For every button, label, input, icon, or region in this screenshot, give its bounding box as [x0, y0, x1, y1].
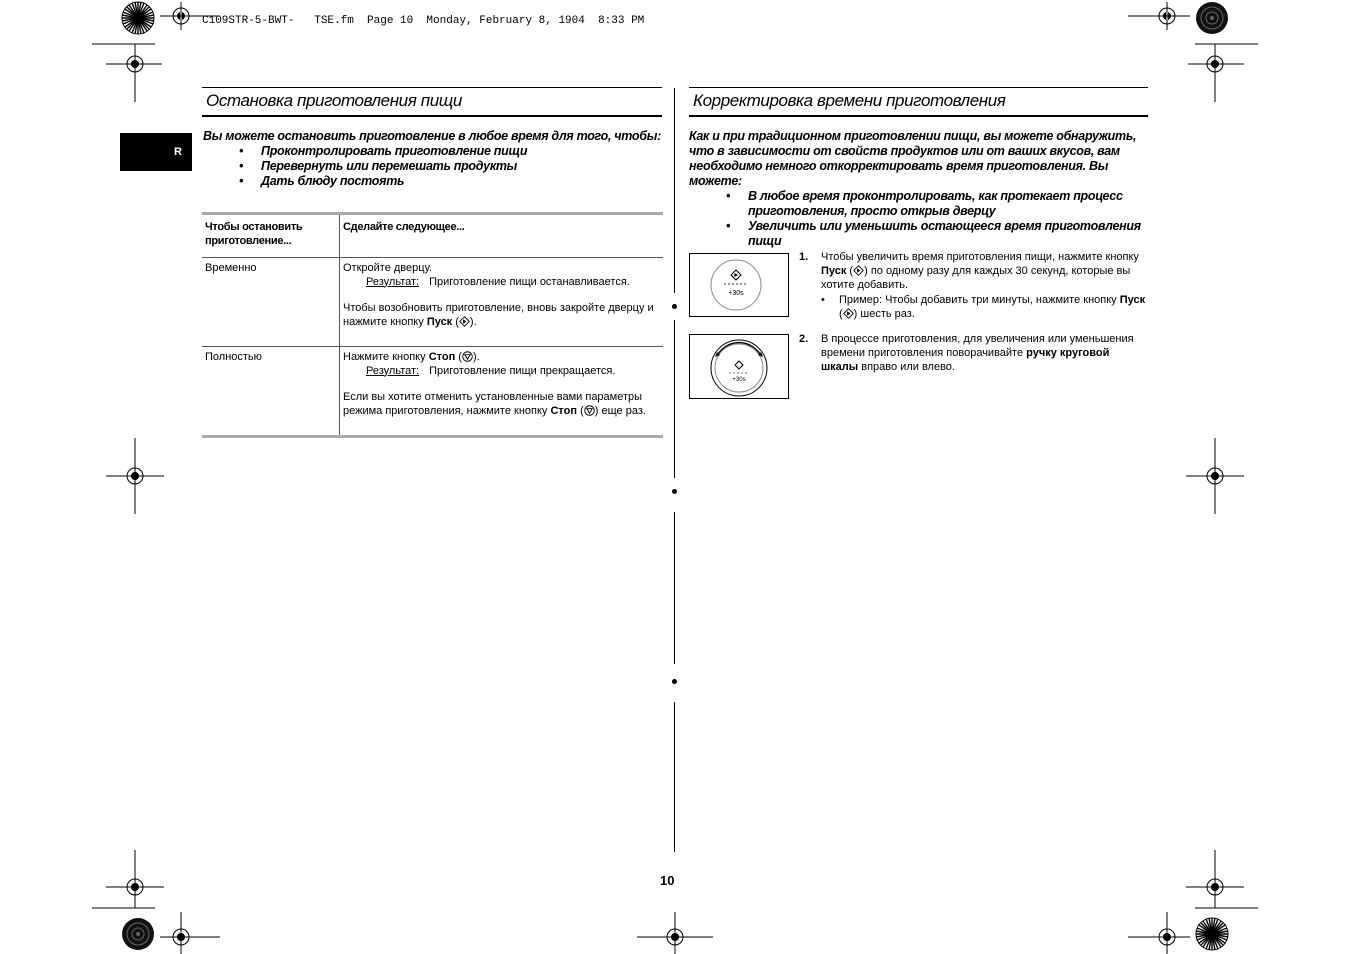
step-number: 2.	[799, 333, 809, 345]
table-header-row	[202, 214, 663, 258]
row-instructions: Откройте дверцу. Результат: Приготовление пищи останавливается. Чтобы возобновить приготовление, вновь закройте дверцу и нажмите кнопку Пуск ( ).	[340, 258, 664, 347]
list-item: • В любое время проконтролировать, как протекает процесс приготовления, просто открыв дверцу	[726, 189, 1123, 218]
step-1: 1. Чтобы увеличить время приготовления пищи, нажмите кнопку Пуск ( ) по одному разу для каждых 30 секунд, которые вы хотите добавить. • Пример: Чтобы добавить три минуты, нажмите кнопку Пуск ( ) шесть раз.	[799, 251, 1146, 320]
language-tab	[120, 133, 192, 171]
table-header-cell: Сделайте следующее...	[340, 214, 664, 258]
control-panel-illustration	[690, 254, 788, 316]
dial-illustration	[690, 335, 788, 398]
row-instructions: Нажмите кнопку Стоп ( ). Результат: Приготовление пищи прекращается. Если вы хотите отменить установленные вами параметры режима приготовления, нажмите кнопку Стоп ( ) еще раз.	[340, 347, 664, 437]
section-title-stop: Остановка приготовления пищи	[206, 91, 462, 110]
table-row	[202, 347, 663, 437]
row-label: Полностью	[205, 351, 262, 363]
file-header: C109STR-5-BWT- TSE.fm Page 10 Monday, February 8, 1904 8:33 PM	[202, 15, 645, 27]
list-item: • Перевернуть или перемешать продукты	[239, 159, 518, 173]
section-title-adjust: Корректировка времени приготовления	[693, 91, 1006, 110]
table-row	[202, 258, 663, 347]
step-1-example: • Пример: Чтобы добавить три минуты, нажмите кнопку Пуск ( ) шесть раз.	[821, 294, 1146, 320]
center-divider	[674, 88, 675, 293]
center-divider	[674, 320, 675, 478]
title-rule-bottom	[202, 115, 662, 117]
adjust-options-list	[726, 189, 1151, 249]
figure-start-button	[689, 253, 789, 317]
step-number: 1.	[799, 251, 809, 263]
figure-dial-knob	[689, 334, 789, 399]
divider-dot	[672, 304, 677, 309]
divider-dot	[672, 679, 677, 684]
row-label: Временно	[205, 262, 257, 274]
fig-label: +30s	[732, 377, 746, 383]
stop-table	[202, 212, 663, 438]
center-divider	[674, 512, 675, 664]
adjust-intro	[689, 129, 1151, 249]
page-number: 10	[660, 873, 675, 888]
title-rule-bottom	[689, 115, 1148, 117]
stop-intro	[203, 129, 663, 189]
stop-intro-text: Вы можете остановить приготовление в любое время для того, чтобы:	[203, 129, 661, 143]
language-tab-label: R	[174, 146, 182, 158]
start-diamond-icon	[459, 316, 470, 327]
step-2: 2. В процессе приготовления, для увеличения или уменьшения времени приготовления поворачивайте ручку круговой шкалы вправо или влево.	[799, 333, 1134, 373]
stop-icon	[584, 405, 595, 416]
stop-icon	[462, 351, 473, 362]
start-diamond-icon	[843, 308, 854, 319]
list-item: • Увеличить или уменьшить остающееся время приготовления пищи	[726, 219, 1141, 248]
center-divider	[674, 702, 675, 852]
list-item: • Дать блюду постоять	[239, 174, 405, 188]
list-item: • Проконтролировать приготовление пищи	[239, 144, 528, 158]
table-header-cell: Чтобы остановить приготовление...	[205, 221, 303, 247]
divider-dot	[672, 489, 677, 494]
fig-label: +30s	[728, 290, 744, 297]
stop-reasons-list	[239, 144, 663, 189]
start-diamond-icon	[853, 265, 864, 276]
adjust-intro-text: Как и при традиционном приготовлении пищи, вы можете обнаружить, что в зависимости от свойств продуктов или от ваших вкусов, вам необходимо немного откорректировать время приготовления. Вы можете:	[689, 129, 1137, 188]
